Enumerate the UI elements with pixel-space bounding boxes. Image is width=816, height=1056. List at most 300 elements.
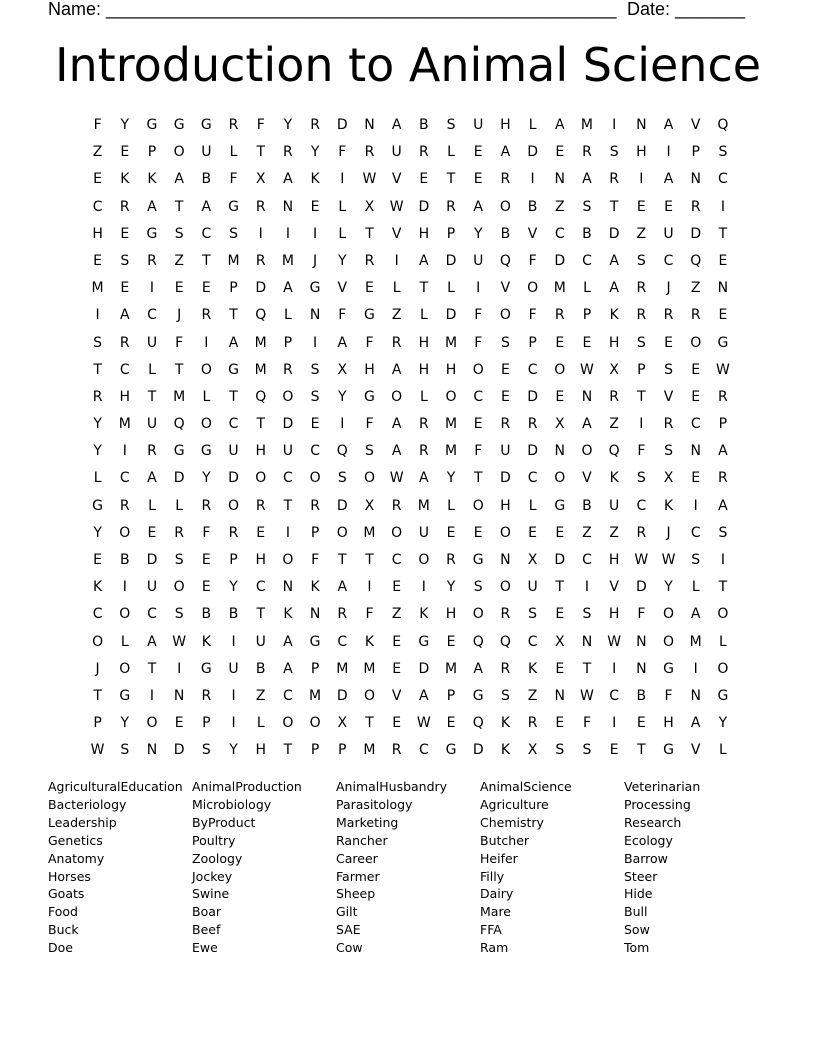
grid-letter: M (444, 443, 458, 460)
grid-letter: A (419, 252, 429, 269)
grid-letter: O (499, 198, 511, 215)
word-item: Boar (192, 904, 222, 920)
grid-letter: Z (609, 524, 619, 541)
grid-letter: O (309, 715, 321, 732)
grid-letter: E (174, 280, 184, 297)
grid-letter: R (92, 388, 103, 405)
grid-letter: S (500, 334, 510, 351)
grid-letter: L (392, 280, 401, 297)
grid-letter: R (174, 524, 185, 541)
grid-letter: L (229, 144, 238, 161)
grid-letter: J (666, 280, 671, 297)
grid-letter: L (175, 497, 184, 514)
grid-letter: K (528, 660, 538, 677)
grid-letter: X (527, 552, 538, 568)
grid-letter: E (609, 742, 619, 759)
grid-letter: Q (472, 633, 484, 650)
grid-letter: L (284, 307, 292, 324)
word-column (192, 778, 336, 957)
grid-letter: U (500, 443, 511, 460)
grid-letter: F (474, 307, 483, 324)
grid-letter: N (282, 198, 294, 215)
grid-letter: N (690, 443, 701, 460)
grid-letter: E (555, 144, 565, 161)
grid-letter: S (201, 742, 211, 759)
word-search-grid (84, 112, 744, 765)
word-item: Heifer (480, 850, 518, 866)
grid-letter: T (473, 470, 483, 487)
grid-letter: F (528, 252, 537, 269)
grid-letter: G (92, 497, 104, 514)
grid-letter: B (636, 687, 647, 704)
grid-letter: M (444, 660, 458, 677)
word-item: Horses (48, 868, 91, 884)
word-item: Sheep (336, 886, 376, 902)
grid-letter: S (636, 334, 646, 351)
grid-letter: C (527, 361, 538, 378)
grid-letter: C (636, 497, 647, 514)
grid-letter: C (119, 361, 130, 378)
grid-letter: N (309, 606, 321, 623)
grid-letter: T (718, 579, 728, 596)
grid-letter: J (666, 524, 671, 541)
grid-letter: V (391, 225, 402, 242)
grid-letter: I (612, 660, 617, 677)
grid-letter: A (391, 416, 402, 433)
grid-letter: G (717, 334, 729, 351)
grid-letter: V (391, 687, 402, 704)
grid-letter: E (718, 307, 728, 324)
grid-letter: N (554, 687, 566, 704)
grid-letter: H (119, 388, 131, 405)
grid-letter: O (527, 280, 539, 297)
grid-letter: Z (255, 687, 266, 704)
grid-letter: L (447, 280, 455, 297)
grid-letter: O (92, 633, 104, 650)
grid-letter: E (636, 715, 646, 732)
grid-letter: R (119, 334, 130, 351)
grid-letter: V (391, 171, 402, 188)
grid-row (84, 357, 744, 384)
grid-letter: S (582, 198, 592, 215)
word-item: Cow (336, 940, 363, 956)
word-item: Microbiology (192, 796, 272, 812)
grid-letter: S (473, 579, 483, 596)
grid-letter: A (283, 171, 293, 188)
grid-letter: Q (499, 633, 511, 650)
grid-letter: S (718, 144, 728, 161)
grid-letter: R (283, 144, 293, 161)
grid-letter: G (663, 742, 674, 759)
grid-letter: O (363, 470, 375, 487)
grid-letter: A (419, 687, 429, 704)
grid-letter: L (419, 307, 428, 324)
grid-letter: G (472, 552, 484, 568)
grid-letter: W (634, 552, 649, 568)
grid-letter: C (147, 307, 157, 324)
grid-letter: W (580, 361, 594, 378)
grid-letter: R (201, 687, 212, 704)
grid-letter: O (228, 497, 240, 514)
grid-letter: R (527, 715, 538, 732)
grid-letter: D (527, 388, 538, 405)
grid-letter: D (228, 470, 239, 487)
grid-letter: E (555, 388, 565, 405)
grid-letter: L (148, 361, 156, 378)
grid-letter: T (446, 171, 456, 188)
word-item: AgriculturalEducation (48, 779, 183, 794)
grid-letter: R (310, 497, 320, 514)
grid-letter: R (228, 117, 239, 133)
grid-letter: W (580, 687, 594, 704)
grid-letter: A (473, 660, 483, 677)
grid-letter: D (690, 225, 702, 242)
grid-letter: H (608, 552, 620, 568)
grid-letter: S (664, 361, 673, 378)
grid-letter: Z (391, 606, 402, 623)
grid-letter: E (174, 715, 184, 732)
grid-letter: P (147, 144, 157, 161)
grid-letter: W (172, 633, 187, 650)
grid-letter: C (609, 687, 620, 704)
grid-letter: M (580, 117, 594, 133)
grid-letter: N (581, 633, 593, 650)
grid-letter: L (256, 715, 265, 732)
word-item: Marketing (336, 814, 399, 830)
grid-letter: L (120, 633, 129, 650)
grid-letter: H (418, 361, 430, 378)
grid-letter: R (364, 144, 375, 161)
grid-letter: G (309, 633, 321, 650)
grid-letter: P (229, 280, 238, 297)
grid-letter: O (717, 660, 729, 677)
grid-letter: A (228, 334, 239, 351)
grid-letter: P (310, 660, 320, 677)
grid-letter: I (149, 687, 155, 704)
grid-letter: O (282, 388, 294, 405)
grid-letter: T (365, 225, 374, 242)
grid-letter: I (340, 171, 345, 188)
grid-letter: L (93, 470, 102, 487)
grid-row (84, 710, 744, 737)
grid-letter: R (500, 416, 511, 433)
grid-letter: S (120, 742, 130, 759)
grid-letter: G (173, 117, 185, 133)
grid-letter: R (147, 252, 157, 269)
grid-letter: A (147, 198, 157, 215)
grid-letter: H (418, 334, 430, 351)
grid-letter: L (338, 198, 347, 215)
grid-letter: E (446, 633, 456, 650)
grid-letter: W (661, 552, 676, 568)
grid-letter: L (719, 742, 727, 759)
grid-letter: G (418, 633, 430, 650)
grid-letter: A (419, 470, 429, 487)
grid-letter: I (693, 497, 698, 514)
grid-letter: U (473, 117, 484, 133)
grid-letter: A (391, 361, 402, 378)
grid-letter: C (283, 687, 293, 704)
grid-letter: Y (310, 144, 320, 161)
word-item: ByProduct (192, 814, 256, 830)
grid-letter: S (446, 117, 456, 133)
grid-letter: I (313, 225, 318, 242)
grid-letter: C (228, 416, 239, 433)
grid-letter: S (528, 606, 538, 623)
grid-letter: D (336, 117, 348, 133)
grid-letter: V (690, 742, 701, 759)
grid-letter: A (554, 117, 565, 133)
grid-letter: T (555, 579, 565, 596)
grid-row (84, 465, 744, 492)
grid-letter: Y (93, 416, 102, 433)
grid-letter: Q (608, 443, 620, 460)
grid-letter: M (309, 687, 322, 704)
grid-letter: N (581, 388, 593, 405)
grid-letter: N (364, 117, 375, 133)
grid-letter: B (527, 198, 538, 215)
grid-letter: F (637, 606, 646, 623)
grid-letter: O (391, 388, 403, 405)
grid-letter: I (639, 171, 644, 188)
grid-letter: E (691, 388, 701, 405)
grid-letter: Z (391, 307, 402, 324)
grid-letter: E (555, 715, 565, 732)
grid-letter: O (363, 687, 375, 704)
grid-letter: S (310, 388, 320, 405)
grid-letter: E (473, 171, 483, 188)
grid-letter: T (229, 307, 238, 324)
grid-letter: O (499, 524, 511, 541)
word-item: Steer (624, 868, 658, 884)
word-item: Dairy (480, 886, 514, 902)
grid-letter: O (336, 524, 348, 541)
grid-letter: X (255, 171, 266, 188)
grid-letter: M (254, 361, 267, 378)
grid-letter: O (146, 715, 158, 732)
grid-letter: C (554, 225, 565, 242)
grid-row (84, 656, 744, 683)
grid-letter: T (174, 198, 184, 215)
grid-letter: O (472, 606, 484, 623)
grid-letter: R (147, 443, 157, 460)
grid-letter: T (365, 552, 374, 568)
grid-letter: A (718, 497, 728, 514)
grid-row (84, 520, 744, 547)
grid-letter: C (690, 524, 701, 541)
grid-letter: C (527, 470, 538, 487)
grid-row (84, 194, 744, 221)
grid-letter: U (146, 579, 158, 596)
grid-letter: H (663, 715, 674, 732)
grid-letter: I (394, 252, 399, 269)
word-item: AnimalProduction (192, 779, 302, 794)
grid-letter: Y (120, 117, 130, 133)
grid-letter: T (582, 660, 592, 677)
grid-letter: P (528, 334, 537, 351)
word-item: Barrow (624, 850, 668, 866)
word-item: Parasitology (336, 796, 413, 812)
grid-letter: P (446, 687, 456, 704)
grid-letter: F (474, 443, 483, 460)
grid-letter: R (255, 252, 266, 269)
word-column (336, 778, 480, 957)
grid-letter: M (118, 416, 131, 433)
word-item: Genetics (48, 832, 103, 848)
grid-letter: E (636, 198, 646, 215)
grid-letter: U (663, 225, 674, 242)
grid-letter: G (228, 361, 239, 378)
grid-letter: T (147, 660, 157, 677)
grid-letter: L (202, 388, 211, 405)
grid-letter: I (639, 416, 644, 433)
grid-letter: G (119, 687, 131, 704)
grid-letter: U (228, 660, 239, 677)
grid-letter: I (231, 687, 236, 704)
grid-letter: E (201, 280, 211, 297)
word-item: Tom (624, 940, 650, 956)
grid-letter: E (555, 524, 565, 541)
grid-letter: U (391, 144, 402, 161)
word-item: Jockey (192, 868, 233, 884)
grid-letter: T (174, 361, 184, 378)
grid-letter: G (364, 307, 375, 324)
grid-letter: P (93, 715, 102, 732)
grid-letter: H (445, 606, 457, 623)
grid-letter: U (473, 252, 484, 269)
grid-letter: L (338, 225, 347, 242)
grid-letter: O (554, 361, 566, 378)
grid-letter: O (200, 361, 212, 378)
grid-letter: O (472, 497, 484, 514)
grid-row (84, 221, 744, 248)
grid-letter: F (582, 715, 591, 732)
grid-letter: T (338, 552, 347, 568)
grid-letter: I (612, 117, 617, 133)
grid-letter: M (553, 280, 566, 297)
grid-row (84, 166, 744, 193)
word-item: Rancher (336, 832, 388, 848)
grid-letter: A (147, 633, 157, 650)
grid-letter: N (554, 443, 566, 460)
grid-letter: X (554, 416, 565, 433)
grid-letter: F (664, 687, 673, 704)
grid-letter: A (201, 198, 212, 215)
grid-letter: C (418, 742, 429, 759)
grid-letter: I (693, 660, 698, 677)
grid-letter: Q (690, 252, 702, 269)
grid-letter: A (283, 280, 293, 297)
grid-letter: N (636, 660, 647, 677)
grid-letter: Y (229, 579, 238, 596)
grid-letter: I (584, 579, 590, 596)
grid-letter: R (500, 171, 511, 188)
grid-letter: C (310, 443, 320, 460)
grid-letter: C (663, 252, 674, 269)
grid-letter: H (92, 225, 103, 242)
word-item: Research (624, 814, 682, 830)
grid-letter: A (337, 579, 348, 596)
grid-letter: Y (664, 579, 673, 596)
grid-letter: E (120, 144, 130, 161)
grid-letter: Y (338, 388, 347, 405)
grid-letter: Y (473, 225, 483, 242)
grid-letter: D (445, 307, 457, 324)
grid-letter: E (201, 552, 211, 568)
grid-letter: F (202, 524, 211, 541)
grid-letter: E (419, 171, 429, 188)
grid-letter: R (636, 280, 647, 297)
grid-letter: S (718, 524, 728, 541)
grid-letter: X (337, 361, 348, 378)
grid-letter: A (609, 280, 619, 297)
grid-letter: F (365, 334, 374, 351)
grid-letter: Y (446, 470, 456, 487)
grid-letter: R (391, 742, 402, 759)
word-item: Butcher (480, 832, 530, 848)
grid-letter: C (283, 470, 293, 487)
grid-letter: V (690, 117, 701, 133)
grid-letter: W (389, 470, 404, 487)
grid-letter: A (718, 443, 728, 460)
grid-letter: O (554, 470, 566, 487)
grid-letter: R (201, 497, 212, 514)
grid-letter: F (175, 334, 184, 351)
grid-letter: K (120, 171, 130, 188)
grid-letter: R (228, 524, 239, 541)
grid-letter: X (609, 361, 619, 378)
grid-letter: G (173, 443, 185, 460)
grid-letter: A (337, 334, 348, 351)
grid-letter: I (231, 633, 236, 650)
grid-letter: D (418, 198, 430, 215)
grid-letter: F (365, 606, 374, 623)
grid-letter: V (609, 579, 619, 596)
grid-letter: S (636, 252, 646, 269)
grid-letter: X (663, 470, 674, 487)
grid-letter: I (720, 552, 725, 568)
grid-letter: Z (92, 144, 103, 161)
grid-letter: M (363, 660, 376, 677)
grid-letter: E (256, 524, 266, 541)
grid-letter: D (445, 252, 457, 269)
grid-letter: B (582, 225, 592, 242)
grid-letter: T (637, 742, 646, 759)
grid-letter: O (499, 579, 511, 596)
grid-letter: K (663, 497, 674, 514)
grid-letter: I (122, 443, 127, 460)
grid-letter: E (664, 198, 673, 215)
grid-letter: T (637, 388, 646, 405)
grid-letter: I (204, 334, 209, 351)
grid-letter: O (581, 443, 593, 460)
grid-letter: I (231, 715, 236, 732)
grid-letter: G (717, 687, 729, 704)
grid-letter: O (663, 633, 675, 650)
grid-letter: R (310, 117, 320, 133)
grid-letter: R (636, 307, 647, 324)
grid-letter: S (365, 443, 374, 460)
grid-letter: C (391, 552, 402, 568)
grid-letter: O (309, 470, 321, 487)
grid-letter: O (255, 470, 267, 487)
grid-letter: M (254, 334, 267, 351)
grid-letter: H (636, 144, 647, 161)
grid-letter: C (92, 606, 103, 623)
grid-letter: I (421, 579, 426, 596)
grid-letter: E (392, 633, 402, 650)
grid-letter: T (609, 198, 619, 215)
